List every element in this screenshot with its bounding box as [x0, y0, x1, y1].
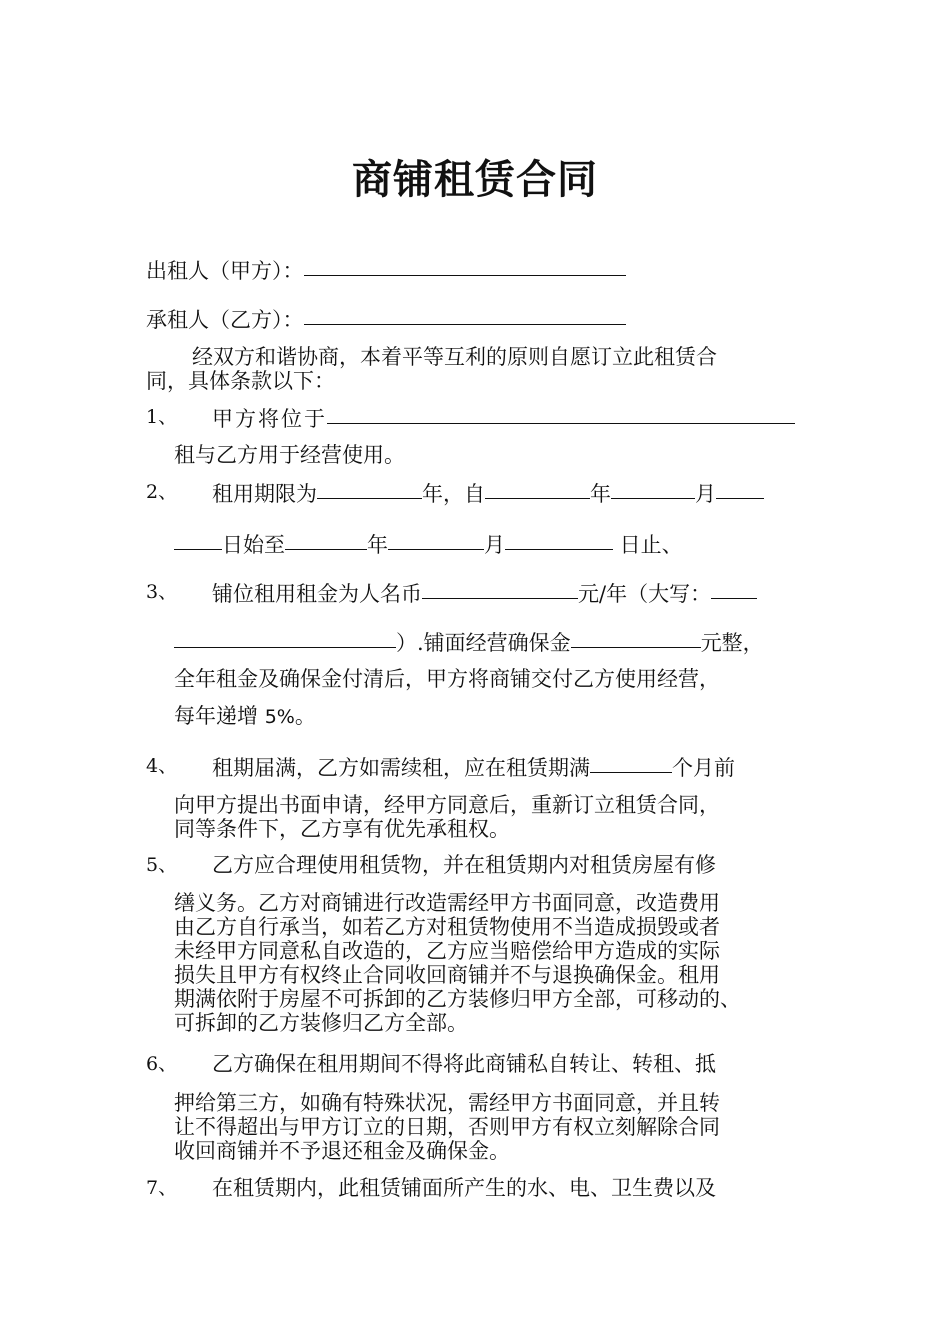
clause-4-line-1: [212, 753, 735, 781]
clause-3-rent-blank: [422, 577, 578, 599]
clause-3-text-f: 。: [294, 704, 316, 728]
clause-2-number: 2、: [146, 481, 178, 503]
clause-3-text-e: 每年递增: [174, 704, 265, 728]
clause-2-years-blank: [317, 477, 422, 499]
clause-3-line-1: [212, 579, 757, 607]
clause-7-line-1: 在租赁期内，此租赁铺面所产生的水、电、卫生费以及: [212, 1176, 716, 1200]
clause-2-end-month-blank: [388, 528, 484, 550]
clause-5-line-4: 未经甲方同意私自改造的，乙方应当赔偿给甲方造成的实际: [174, 939, 720, 963]
clause-4-number: 4、: [146, 755, 178, 777]
clause-3-line-2: [174, 628, 764, 656]
clause-2-text-h: 日止、: [613, 533, 683, 557]
clause-2-text-f: 年: [367, 533, 388, 557]
clause-1-number: 1、: [146, 406, 178, 428]
clause-2-start-day-blank-b: [174, 528, 222, 550]
clause-1-text: 甲方将位于: [212, 407, 327, 431]
clause-2-text-g: 月: [484, 533, 505, 557]
clause-3-rent-words-blank-a: [711, 577, 757, 599]
clause-3-text-d: 元整，: [700, 631, 764, 655]
clause-3-text-c: ）.铺面经营确保金: [396, 631, 571, 655]
clause-5-line-2: 缮义务。乙方对商铺进行改造需经甲方书面同意，改造费用: [174, 891, 720, 915]
clause-6-line-1: 乙方确保在租用期间不得将此商铺私自转让、转租、抵: [212, 1052, 716, 1076]
clause-4-months-blank: [590, 751, 672, 773]
intro-line-2: 同，具体条款以下：: [146, 369, 335, 393]
clause-7-number: 7、: [146, 1177, 178, 1199]
clause-5-number: 5、: [146, 854, 178, 876]
clause-1-location-blank: [327, 402, 795, 424]
clause-2-text-d: 月: [695, 482, 716, 506]
clause-2-text-e: 日始至: [222, 533, 285, 557]
clause-5-line-7: 可拆卸的乙方装修归乙方全部。: [174, 1011, 468, 1035]
clause-2-start-month-blank: [611, 477, 695, 499]
clause-3-line-3: 全年租金及确保金付清后，甲方将商铺交付乙方使用经营，: [174, 667, 720, 691]
clause-2-end-day-blank: [505, 528, 613, 550]
clause-4-line-3: 同等条件下，乙方享有优先承租权。: [174, 817, 510, 841]
clause-5-line-1: 乙方应合理使用租赁物，并在租赁期内对租赁房屋有修: [212, 853, 716, 877]
clause-4-text-b: 个月前: [672, 756, 735, 780]
clause-3-increase-rate: 5%: [264, 706, 295, 728]
lessor-label: 出租人（甲方）：: [146, 259, 304, 283]
clause-6-line-2: 押给第三方，如确有特殊状况，需经甲方书面同意，并且转: [174, 1091, 720, 1115]
clause-2-line-2: [174, 530, 683, 558]
lessee-line: [146, 305, 626, 333]
lessor-line: [146, 256, 626, 284]
clause-6-line-3: 让不得超出与甲方订立的日期，否则甲方有权立刻解除合同: [174, 1115, 720, 1139]
clause-2-line-1: [212, 479, 764, 507]
clause-3-deposit-blank: [571, 626, 701, 648]
clause-5-line-5: 损失且甲方有权终止合同收回商铺并不与退换确保金。租用: [174, 963, 720, 987]
clause-4-line-2: 向甲方提出书面申请，经甲方同意后，重新订立租赁合同，: [174, 793, 720, 817]
lessor-blank: [304, 254, 626, 276]
lessee-label: 承租人（乙方）：: [146, 308, 304, 332]
lessee-blank: [304, 303, 626, 325]
clause-3-text-b: 元/年（大写：: [578, 582, 712, 606]
page-title: 商铺租赁合同: [352, 156, 598, 203]
clause-5-line-3: 由乙方自行承当，如若乙方对租赁物使用不当造成损毁或者: [174, 915, 720, 939]
clause-3-number: 3、: [146, 581, 178, 603]
intro-line-1: 经双方和谐协商，本着平等互利的原则自愿订立此租赁合: [192, 345, 717, 369]
clause-1-line-1: [212, 404, 795, 432]
clause-4-text-a: 租期届满，乙方如需续租，应在租赁期满: [212, 756, 590, 780]
clause-2-text-a: 租用期限为: [212, 482, 317, 506]
clause-2-text-c: 年: [590, 482, 611, 506]
clause-2-end-year-blank: [285, 528, 367, 550]
clause-2-start-day-blank-a: [716, 477, 764, 499]
clause-3-rent-words-blank-b: [174, 626, 396, 648]
clause-1-line-2: 租与乙方用于经营使用。: [174, 443, 405, 467]
clause-3-line-4: [174, 703, 316, 730]
clause-2-start-year-blank: [485, 477, 590, 499]
clause-5-line-6: 期满依附于房屋不可拆卸的乙方装修归甲方全部，可移动的、: [174, 987, 741, 1011]
clause-6-number: 6、: [146, 1053, 178, 1075]
clause-6-line-4: 收回商铺并不予退还租金及确保金。: [174, 1139, 510, 1163]
clause-3-text-a: 铺位租用租金为人名币: [212, 582, 422, 606]
clause-2-text-b: 年，自: [422, 482, 485, 506]
